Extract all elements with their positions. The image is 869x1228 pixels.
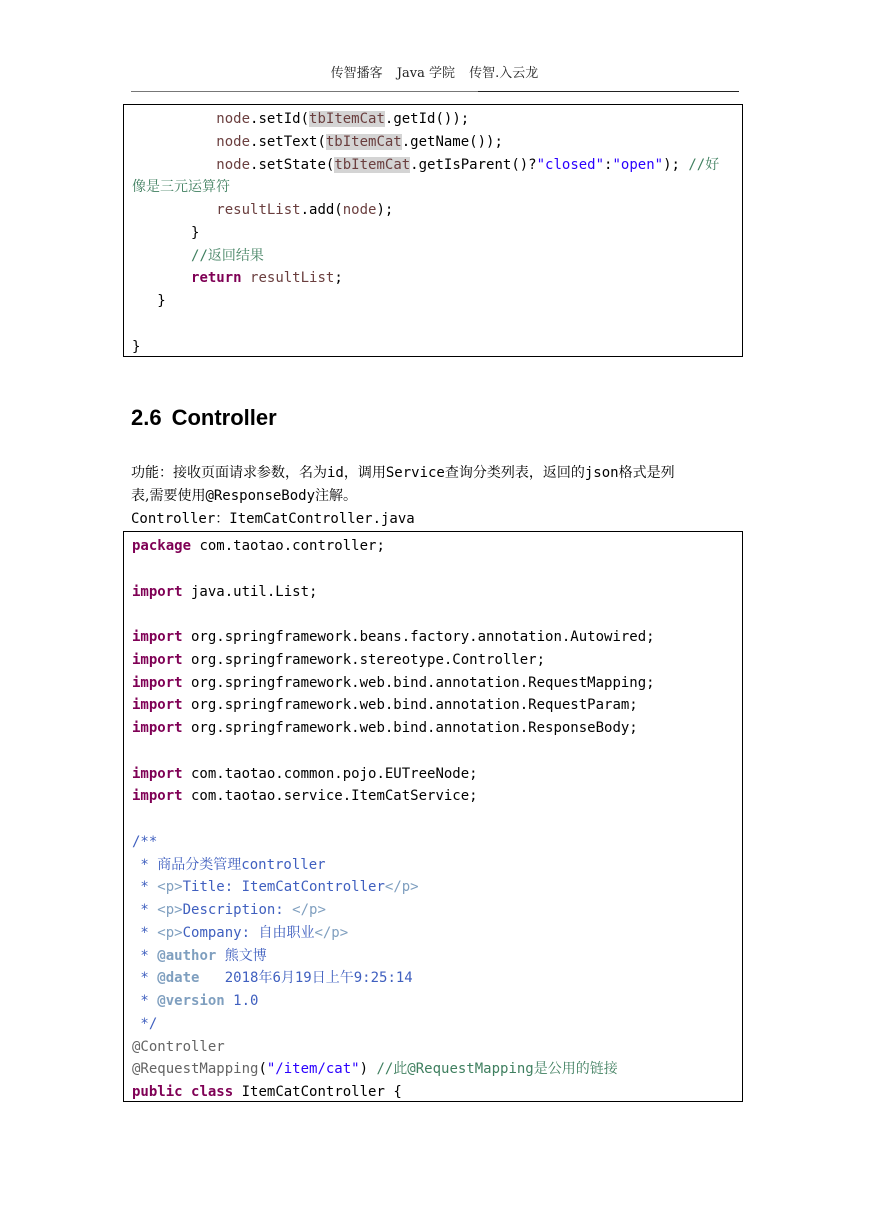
code-line: return resultList; — [191, 270, 343, 287]
code-line — [132, 603, 734, 626]
code-block-continued — [123, 104, 743, 357]
code-line: @Controller — [132, 1038, 225, 1055]
header-right: 传智.入云龙 — [469, 66, 539, 81]
code-line: /** — [132, 833, 158, 850]
code-line: * @date 2018年6月19日上午9:25:14 — [132, 970, 413, 987]
code-line: package com.taotao.controller; — [132, 538, 385, 554]
code-line: node.setText(tbItemCat.getName()); — [216, 133, 503, 150]
code-line — [132, 558, 734, 581]
code-line: import org.springframework.web.bind.annotation.RequestParam; — [132, 697, 638, 714]
code-line: import com.taotao.service.ItemCatService; — [132, 788, 478, 805]
code-line: * <p>Company: 自由职业</p> — [132, 924, 349, 941]
code-line: * <p>Description: </p> — [132, 902, 326, 918]
code-line: import org.springframework.web.bind.annotation.ResponseBody; — [132, 720, 638, 736]
page-header — [0, 62, 869, 81]
code-line: * 商品分类管理controller — [132, 856, 326, 873]
code-line — [132, 313, 734, 336]
code-line: @RequestMapping("/item/cat") //此@RequestMapping是公用的链接 — [132, 1061, 618, 1078]
code-line: import com.taotao.common.pojo.EUTreeNode; — [132, 765, 478, 782]
code-line — [132, 808, 734, 831]
section-number: 2.6 — [131, 405, 162, 430]
code-line: import org.springframework.stereotype.Controller; — [132, 651, 546, 668]
code-line: } — [132, 224, 200, 241]
section-title-text: Controller — [171, 405, 277, 430]
code-line: 像是三元运算符 — [132, 179, 230, 196]
code-line: public class ItemCatController { — [132, 1084, 402, 1100]
code-line: node.setId(tbItemCat.getId()); — [216, 111, 470, 127]
code-line: node.setState(tbItemCat.getIsParent()?"closed":"open"); //好 — [216, 156, 720, 173]
code-line: import java.util.List; — [132, 583, 318, 600]
file-label: Controller：ItemCatController.java — [131, 511, 415, 527]
header-left: 传智播客 — [330, 66, 383, 81]
code-block-controller — [123, 531, 743, 1102]
header-center: Java 学院 — [396, 66, 456, 81]
code-line — [132, 740, 734, 763]
code-line: * <p>Title: ItemCatController</p> — [132, 879, 419, 896]
code-line: import org.springframework.beans.factory.annotation.Autowired; — [132, 629, 655, 645]
code-line: //返回结果 — [191, 247, 264, 264]
header-divider-accent — [478, 91, 739, 92]
code-line: } — [132, 338, 141, 355]
code-line: * @author 熊文博 — [132, 947, 267, 964]
code-line: * @version 1.0 — [132, 993, 259, 1009]
code-line: import org.springframework.web.bind.annotation.RequestMapping; — [132, 674, 655, 691]
code-line: */ — [132, 1015, 158, 1032]
description-paragraph: 功能：接收页面请求参数，名为id，调用Service查询分类列表，返回的json格式是列 表,需要使用@ResponseBody注解。 Controller：ItemCatController.java — [131, 462, 741, 531]
section-heading — [131, 405, 277, 431]
code-line: } — [132, 293, 166, 309]
code-line: resultList.add(node); — [216, 202, 394, 218]
